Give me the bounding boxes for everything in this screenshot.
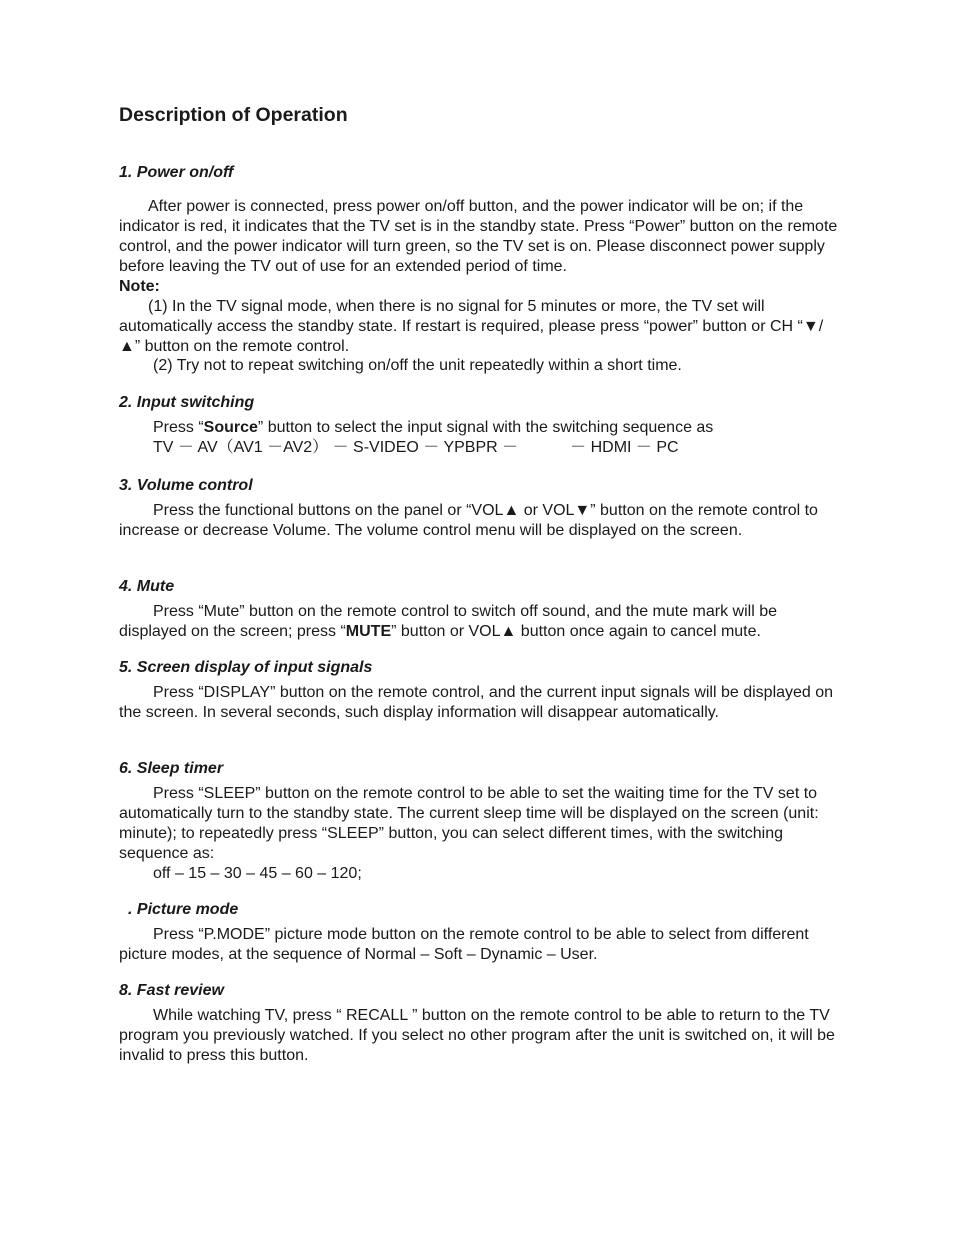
section-heading-display: 5. Screen display of input signals bbox=[119, 659, 373, 676]
page-title: Description of Operation bbox=[119, 104, 348, 126]
input-line-1: Press “Source” button to select the input signal with the switching sequence as bbox=[153, 419, 714, 436]
sleep-sequence: off – 15 – 30 – 45 – 60 – 120; bbox=[153, 865, 362, 882]
note-1: (1) In the TV signal mode, when there is no signal for 5 minutes or more, the TV set will automatically access the standby state. If restart is required, please press “power” button or CH “▼/▲” button on the remote control. bbox=[119, 298, 824, 355]
review-paragraph: While watching TV, press “ RECALL ” button on the remote control to be able to return to the TV program you previously watched. If you select no other program after the unit is switched on, it will be invalid to press this button. bbox=[119, 1007, 835, 1064]
display-paragraph: Press “DISPLAY” button on the remote control, and the current input signals will be displayed on the screen. In several seconds, such display information will disappear automatically. bbox=[119, 684, 834, 721]
mute-button-label: MUTE bbox=[345, 623, 392, 640]
section-heading-volume: 3. Volume control bbox=[119, 477, 253, 494]
source-button-label: Source bbox=[203, 419, 258, 436]
volume-paragraph: Press the functional buttons on the panel or “VOL▲ or VOL▼” button on the remote control to increase or decrease Volume. The volume control menu will be displayed on the screen. bbox=[119, 502, 818, 539]
sleep-paragraph: Press “SLEEP” button on the remote control to be able to set the waiting time for the TV set to automatically turn to the standby state. The current sleep time will be displayed on the screen (unit: minute); to repeatedly press “SLEEP” button, you can select different times, with the switching sequence as: bbox=[119, 785, 819, 862]
section-heading-sleep: 6. Sleep timer bbox=[119, 760, 224, 777]
section-heading-mute: 4. Mute bbox=[119, 578, 175, 595]
input-sequence: TV － AV（AV1 －AV2） － S-VIDEO － YPBPR － － HDMI － PC bbox=[153, 439, 679, 456]
mute-line-2: displayed on the screen; press “MUTE” button or VOL▲ button once again to cancel mute. bbox=[119, 623, 761, 640]
section-heading-review: 8. Fast review bbox=[119, 982, 224, 999]
mute-paragraph bbox=[119, 602, 839, 642]
power-paragraph: After power is connected, press power on/off button, and the power indicator will be on; if the indicator is red, it indicates that the TV set is in the standby state. Press “Power” button on the remote control, and the power indicator will turn green, so the TV set is on. Please disconnect power supply before leaving the TV out of use for an extended period of time. bbox=[119, 198, 838, 275]
section-heading-input: 2. Input switching bbox=[119, 394, 255, 411]
note-label: Note: bbox=[119, 278, 160, 295]
picture-paragraph: Press “P.MODE” picture mode button on the remote control to be able to select from different picture modes, at the sequence of Normal – Soft – Dynamic – User. bbox=[119, 926, 809, 963]
section-heading-power: 1. Power on/off bbox=[119, 164, 234, 181]
mute-line-1: Press “Mute” button on the remote control to switch off sound, and the mute mark will be bbox=[153, 603, 778, 620]
input-paragraph bbox=[119, 418, 839, 458]
section-heading-picture: . Picture mode bbox=[128, 901, 239, 918]
note-2: (2) Try not to repeat switching on/off the unit repeatedly within a short time. bbox=[153, 357, 682, 374]
